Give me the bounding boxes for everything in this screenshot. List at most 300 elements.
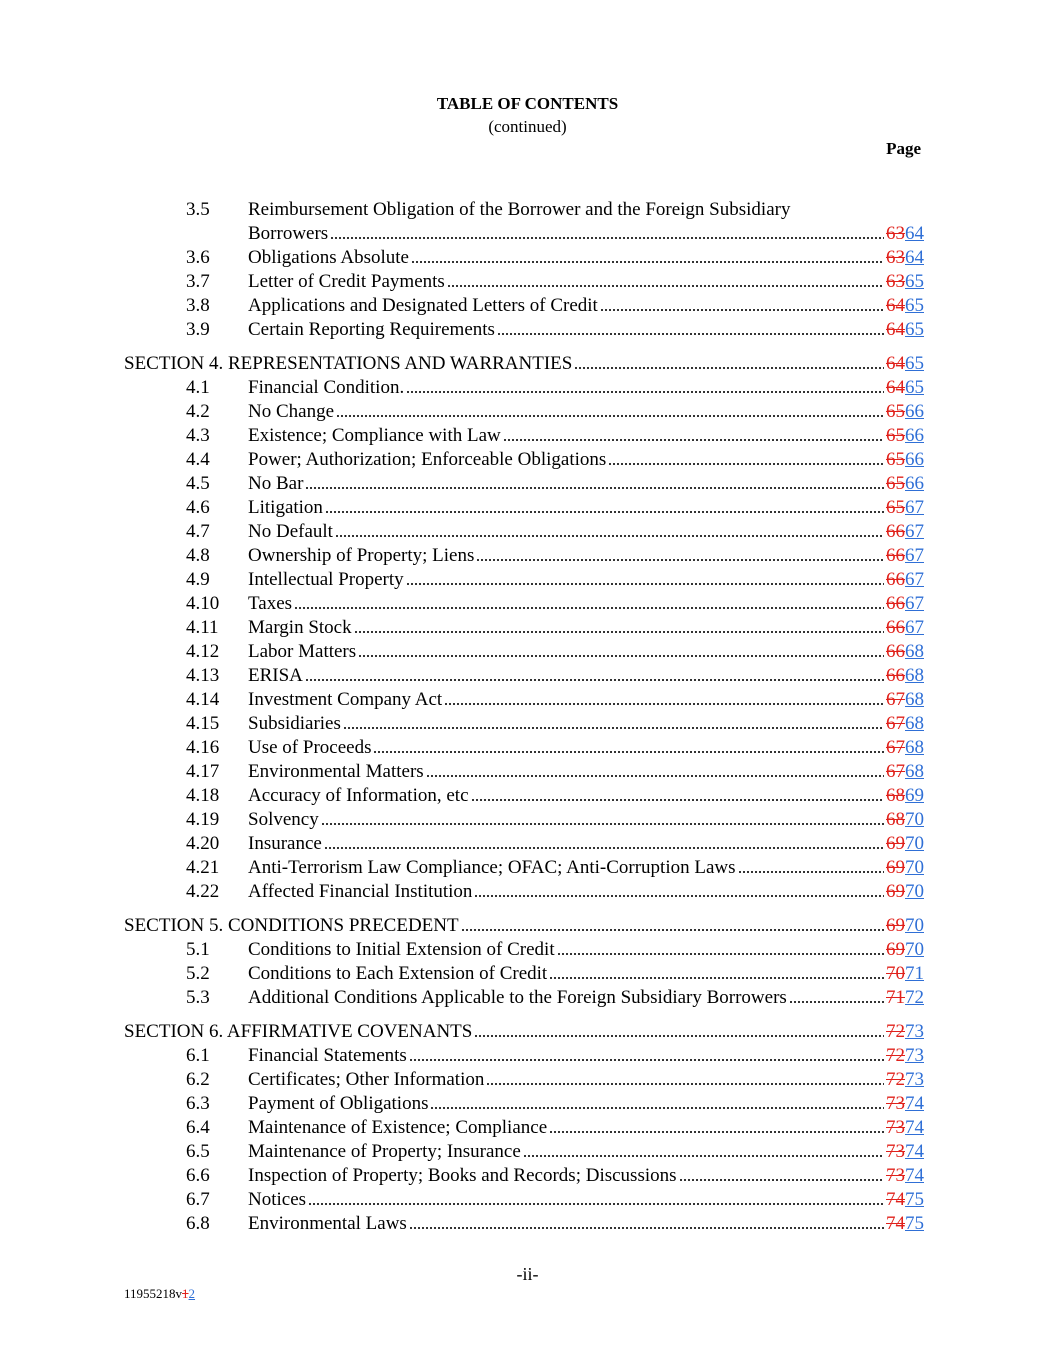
toc-entry-title: Labor Matters — [248, 641, 357, 662]
toc-entry-title: No Change — [248, 401, 335, 422]
deleted-page-number: 63 — [886, 247, 905, 268]
toc-entry-number: 6.6 — [186, 1165, 210, 1186]
toc-entry-line — [248, 472, 924, 496]
toc-entry-line — [124, 1020, 924, 1044]
toc-entry[interactable] — [0, 592, 1055, 616]
toc-entry-title: No Bar — [248, 473, 304, 494]
document-id-new-version[interactable]: 2 — [188, 1286, 196, 1301]
toc-entry-title: Certificates; Other Information — [248, 1069, 485, 1090]
inserted-page-number-link[interactable]: 66 — [905, 473, 924, 494]
toc-page-ref — [886, 664, 924, 688]
dot-leader — [308, 1201, 884, 1207]
toc-page-ref — [886, 472, 924, 496]
inserted-page-number-link[interactable]: 70 — [905, 881, 924, 902]
toc-entry-line — [248, 760, 924, 784]
toc-entry-line — [248, 1164, 924, 1188]
toc-entry-line — [248, 808, 924, 832]
toc-entry-title: Use of Proceeds — [248, 737, 372, 758]
toc-entry[interactable] — [0, 222, 1055, 246]
toc-section-heading[interactable] — [0, 352, 1055, 376]
toc-entry[interactable] — [0, 856, 1055, 880]
toc-page-ref — [886, 938, 924, 962]
toc-entry-number: 6.8 — [186, 1213, 210, 1234]
toc-entry-line — [124, 352, 924, 376]
toc-entry-title: Conditions to Each Extension of Credit — [248, 963, 548, 984]
toc-entry-line — [248, 270, 924, 294]
dot-leader — [373, 749, 884, 755]
deleted-page-number: 65 — [886, 497, 905, 518]
toc-entry-title: Applications and Designated Letters of Credit — [248, 295, 598, 316]
toc-entry-line — [248, 664, 924, 688]
deleted-page-number: 69 — [886, 915, 905, 936]
toc-page-ref — [886, 808, 924, 832]
toc-continued-label: (continued) — [488, 117, 567, 136]
toc-page-ref — [886, 1188, 924, 1212]
inserted-page-number-link[interactable]: 65 — [905, 353, 924, 374]
inserted-page-number-link[interactable]: 67 — [905, 521, 924, 542]
toc-page-ref — [886, 688, 924, 712]
deleted-page-number: 66 — [886, 617, 905, 638]
inserted-page-number-link[interactable]: 68 — [905, 689, 924, 710]
page-column-header: Page — [886, 139, 921, 158]
toc-entry-title: Obligations Absolute — [248, 247, 409, 268]
toc-entry[interactable] — [0, 1044, 1055, 1068]
dot-leader — [426, 773, 884, 779]
toc-page-ref — [886, 318, 924, 342]
toc-entry[interactable] — [0, 962, 1055, 986]
toc-entry-number: 4.20 — [186, 833, 220, 854]
toc-page-ref — [886, 640, 924, 664]
toc-page-ref — [886, 294, 924, 318]
toc-entry-title: Accuracy of Information, etc — [248, 785, 469, 806]
dot-leader — [358, 653, 884, 659]
toc-entry-number: 4.13 — [186, 665, 220, 686]
inserted-page-number-link[interactable]: 68 — [905, 665, 924, 686]
inserted-page-number-link[interactable]: 70 — [905, 857, 924, 878]
deleted-page-number: 66 — [886, 641, 905, 662]
toc-entry-number: 6.2 — [186, 1069, 210, 1090]
toc-entry-line — [248, 986, 924, 1010]
toc-entry-title: Financial Statements — [248, 1045, 407, 1066]
dot-leader — [330, 235, 884, 241]
toc-entry-line — [248, 616, 924, 640]
deleted-page-number: 68 — [886, 809, 905, 830]
dot-leader — [574, 365, 884, 371]
inserted-page-number-link[interactable]: 75 — [905, 1189, 924, 1210]
toc-entry[interactable] — [0, 1092, 1055, 1116]
toc-page-ref — [886, 712, 924, 736]
toc-entry-number: 4.22 — [186, 881, 220, 902]
toc-entry-title-line1: Reimbursement Obligation of the Borrower and the Foreign Subsidiary — [248, 199, 791, 220]
toc-entry-line — [248, 376, 924, 400]
toc-entry-line — [248, 1092, 924, 1116]
toc-entry[interactable] — [0, 880, 1055, 904]
inserted-page-number-link[interactable]: 66 — [905, 449, 924, 470]
toc-entry-title: Payment of Obligations — [248, 1093, 429, 1114]
toc-page-ref — [886, 962, 924, 986]
dot-leader — [608, 461, 884, 467]
toc-entry-title: Ownership of Property; Liens — [248, 545, 475, 566]
deleted-page-number: 68 — [886, 785, 905, 806]
toc-entry-title: Certain Reporting Requirements — [248, 319, 495, 340]
toc-entry-number: 4.15 — [186, 713, 220, 734]
toc-page-ref — [886, 270, 924, 294]
deleted-page-number: 73 — [886, 1141, 905, 1162]
toc-entry-number: 3.7 — [186, 271, 210, 292]
dot-leader — [557, 951, 884, 957]
deleted-page-number: 72 — [886, 1045, 905, 1066]
toc-entry-number: 4.2 — [186, 401, 210, 422]
toc-entry[interactable] — [0, 1212, 1055, 1236]
inserted-page-number-link[interactable]: 74 — [905, 1141, 924, 1162]
deleted-page-number: 65 — [886, 425, 905, 446]
toc-entry[interactable] — [0, 1140, 1055, 1164]
inserted-page-number-link[interactable]: 65 — [905, 377, 924, 398]
toc-entry-line — [248, 962, 924, 986]
toc-entry-number: 6.4 — [186, 1117, 210, 1138]
inserted-page-number-link[interactable]: 70 — [905, 833, 924, 854]
inserted-page-number-link[interactable]: 67 — [905, 593, 924, 614]
toc-entry-line — [248, 784, 924, 808]
toc-entry-title: Environmental Matters — [248, 761, 424, 782]
deleted-page-number: 67 — [886, 689, 905, 710]
dot-leader — [444, 701, 884, 707]
deleted-page-number: 64 — [886, 295, 905, 316]
toc-entry-line — [248, 246, 924, 270]
dot-leader — [474, 1033, 884, 1039]
deleted-page-number: 69 — [886, 939, 905, 960]
dot-leader — [430, 1105, 884, 1111]
toc-entry-title: Margin Stock — [248, 617, 352, 638]
toc-entry[interactable] — [0, 986, 1055, 1010]
toc-entry-number: 4.21 — [186, 857, 220, 878]
dot-leader — [343, 725, 884, 731]
inserted-page-number-link[interactable]: 68 — [905, 737, 924, 758]
toc-entry-line — [248, 400, 924, 424]
deleted-page-number: 74 — [886, 1189, 905, 1210]
toc-entry-number: 5.1 — [186, 939, 210, 960]
toc-entry-number: 4.7 — [186, 521, 210, 542]
toc-page-ref — [886, 760, 924, 784]
deleted-page-number: 67 — [886, 761, 905, 782]
toc-entry-number: 5.2 — [186, 963, 210, 984]
toc-entry-line — [248, 1044, 924, 1068]
dot-leader — [305, 677, 884, 683]
inserted-page-number-link[interactable]: 65 — [905, 319, 924, 340]
toc-entry-number: 6.7 — [186, 1189, 210, 1210]
toc-page-ref — [886, 568, 924, 592]
inserted-page-number-link[interactable]: 67 — [905, 569, 924, 590]
toc-entry-line — [248, 318, 924, 342]
toc-entry-line — [248, 1068, 924, 1092]
toc-entry-number: 4.3 — [186, 425, 210, 446]
inserted-page-number-link[interactable]: 73 — [905, 1045, 924, 1066]
toc-page-ref — [886, 784, 924, 808]
toc-entry-number: 4.10 — [186, 593, 220, 614]
toc-entry-line — [248, 520, 924, 544]
toc-entry[interactable] — [0, 424, 1055, 448]
toc-page-ref — [886, 424, 924, 448]
dot-leader — [461, 927, 884, 933]
toc-page-ref — [886, 1068, 924, 1092]
toc-entry-line — [248, 938, 924, 962]
toc-entry-title: Environmental Laws — [248, 1213, 407, 1234]
deleted-page-number: 69 — [886, 881, 905, 902]
toc-entry-title: Intellectual Property — [248, 569, 404, 590]
toc-entry[interactable] — [0, 1068, 1055, 1092]
toc-entry[interactable] — [0, 400, 1055, 424]
toc-entry-number: 3.9 — [186, 319, 210, 340]
toc-page-ref — [886, 1044, 924, 1068]
deleted-page-number: 70 — [886, 963, 905, 984]
toc-entry-number: 4.11 — [186, 617, 219, 638]
toc-entry[interactable] — [0, 448, 1055, 472]
toc-entry-title: Maintenance of Existence; Compliance — [248, 1117, 548, 1138]
toc-entry-line — [248, 1140, 924, 1164]
toc-entry-number: 4.1 — [186, 377, 210, 398]
toc-page-ref — [886, 914, 924, 938]
toc-page-ref — [886, 1020, 924, 1044]
toc-page-ref — [886, 520, 924, 544]
toc-page-ref — [886, 1212, 924, 1236]
toc-entry-line — [248, 294, 924, 318]
toc-entry[interactable] — [0, 1188, 1055, 1212]
toc-entry[interactable] — [0, 294, 1055, 318]
toc-entry-line — [248, 448, 924, 472]
toc-entry-line — [248, 568, 924, 592]
toc-entry-title: Additional Conditions Applicable to the Foreign Subsidiary Borrowers — [248, 987, 787, 1008]
inserted-page-number-link[interactable]: 65 — [905, 271, 924, 292]
deleted-page-number: 65 — [886, 401, 905, 422]
toc-entry-line — [248, 856, 924, 880]
deleted-page-number: 72 — [886, 1069, 905, 1090]
dot-leader — [476, 557, 884, 563]
toc-page-ref — [886, 1092, 924, 1116]
toc-entry-title: Subsidiaries — [248, 713, 341, 734]
document-id-prefix: 11955218v — [124, 1286, 183, 1301]
toc-entry-line — [248, 832, 924, 856]
toc-entry-title: Investment Company Act — [248, 689, 443, 710]
toc-page-ref — [886, 376, 924, 400]
deleted-page-number: 64 — [886, 353, 905, 374]
toc-entry-number: 4.5 — [186, 473, 210, 494]
toc-entry-line — [248, 1188, 924, 1212]
toc-entry-line — [248, 640, 924, 664]
inserted-page-number-link[interactable]: 66 — [905, 401, 924, 422]
inserted-page-number-link[interactable]: 74 — [905, 1093, 924, 1114]
toc-entry-number: 4.9 — [186, 569, 210, 590]
toc-entry-title: SECTION 6. AFFIRMATIVE COVENANTS — [124, 1021, 473, 1042]
deleted-page-number: 63 — [886, 271, 905, 292]
toc-entry-number: 4.6 — [186, 497, 210, 518]
toc-entry-title: Notices — [248, 1189, 307, 1210]
toc-page-ref — [886, 544, 924, 568]
inserted-page-number-link[interactable]: 67 — [905, 617, 924, 638]
dot-leader — [409, 1225, 884, 1231]
toc-entry-wrap-line — [0, 198, 1055, 222]
dot-leader — [294, 605, 884, 611]
toc-entry-line — [248, 688, 924, 712]
toc-entry[interactable] — [0, 318, 1055, 342]
deleted-page-number: 66 — [886, 569, 905, 590]
inserted-page-number-link[interactable]: 68 — [905, 641, 924, 662]
inserted-page-number-link[interactable]: 73 — [905, 1069, 924, 1090]
toc-entry-title: No Default — [248, 521, 333, 542]
inserted-page-number-link[interactable]: 72 — [905, 987, 924, 1008]
toc-page-ref — [886, 736, 924, 760]
toc-entry[interactable] — [0, 568, 1055, 592]
toc-entry-line — [248, 736, 924, 760]
deleted-page-number: 64 — [886, 377, 905, 398]
deleted-page-number: 71 — [886, 987, 905, 1008]
dot-leader — [474, 893, 884, 899]
toc-section-heading[interactable] — [0, 914, 1055, 938]
toc-page-ref — [886, 832, 924, 856]
inserted-page-number-link[interactable]: 68 — [905, 713, 924, 734]
inserted-page-number-link[interactable]: 75 — [905, 1213, 924, 1234]
dot-leader — [549, 1129, 884, 1135]
toc-entry[interactable] — [0, 664, 1055, 688]
inserted-page-number-link[interactable]: 67 — [905, 497, 924, 518]
toc-entry-number: 4.12 — [186, 641, 220, 662]
inserted-page-number-link[interactable]: 64 — [905, 223, 924, 244]
dot-leader — [305, 485, 884, 491]
toc-entry[interactable] — [0, 808, 1055, 832]
toc-entry-title: SECTION 5. CONDITIONS PRECEDENT — [124, 915, 459, 936]
deleted-page-number: 67 — [886, 713, 905, 734]
inserted-page-number-link[interactable]: 66 — [905, 425, 924, 446]
toc-page-ref — [886, 246, 924, 270]
dot-leader — [354, 629, 884, 635]
deleted-page-number: 67 — [886, 737, 905, 758]
deleted-page-number: 66 — [886, 665, 905, 686]
toc-page-ref — [886, 880, 924, 904]
toc-entry[interactable] — [0, 544, 1055, 568]
inserted-page-number-link[interactable]: 74 — [905, 1117, 924, 1138]
dot-leader — [406, 581, 884, 587]
toc-entry[interactable] — [0, 688, 1055, 712]
toc-entry-line — [124, 914, 924, 938]
toc-entry[interactable] — [0, 832, 1055, 856]
deleted-page-number: 64 — [886, 319, 905, 340]
dot-leader — [497, 331, 884, 337]
toc-section-heading[interactable] — [0, 1020, 1055, 1044]
toc-entry-title: Letter of Credit Payments — [248, 271, 445, 292]
toc-entry[interactable] — [0, 938, 1055, 962]
toc-entry-title: ERISA — [248, 665, 303, 686]
toc-entry-number: 4.14 — [186, 689, 220, 710]
toc-entry-number: 5.3 — [186, 987, 210, 1008]
toc-entry[interactable] — [0, 270, 1055, 294]
dot-leader — [738, 869, 885, 875]
toc-entry-number: 6.3 — [186, 1093, 210, 1114]
dot-leader — [321, 821, 884, 827]
inserted-page-number-link[interactable]: 70 — [905, 915, 924, 936]
toc-entry-number: 4.4 — [186, 449, 210, 470]
inserted-page-number-link[interactable]: 71 — [905, 963, 924, 984]
toc-entry[interactable] — [0, 496, 1055, 520]
toc-page-ref — [886, 1116, 924, 1140]
deleted-page-number: 72 — [886, 1021, 905, 1042]
toc-entry-number: 3.5 — [186, 199, 210, 220]
inserted-page-number-link[interactable]: 65 — [905, 295, 924, 316]
toc-title: TABLE OF CONTENTS — [436, 94, 619, 113]
document-id — [124, 1286, 195, 1302]
toc-entry-title: Inspection of Property; Books and Records; Discussions — [248, 1165, 677, 1186]
deleted-page-number: 63 — [886, 223, 905, 244]
inserted-page-number-link[interactable]: 70 — [905, 809, 924, 830]
toc-entry-title: Conditions to Initial Extension of Credit — [248, 939, 555, 960]
toc-page-ref — [886, 856, 924, 880]
deleted-page-number: 73 — [886, 1093, 905, 1114]
toc-entry-title: Solvency — [248, 809, 319, 830]
toc-entry-title: Maintenance of Property; Insurance — [248, 1141, 521, 1162]
toc-entry-line — [248, 712, 924, 736]
dot-leader — [486, 1081, 884, 1087]
toc-page-ref — [886, 616, 924, 640]
toc-entry[interactable] — [0, 1116, 1055, 1140]
toc-entry[interactable] — [0, 616, 1055, 640]
toc-entry-number: 4.8 — [186, 545, 210, 566]
dot-leader — [523, 1153, 884, 1159]
toc-page-ref — [886, 448, 924, 472]
inserted-page-number-link[interactable]: 67 — [905, 545, 924, 566]
deleted-page-number: 66 — [886, 593, 905, 614]
dot-leader — [411, 259, 884, 265]
dot-leader — [409, 1057, 884, 1063]
toc-entry-line — [248, 496, 924, 520]
inserted-page-number-link[interactable]: 74 — [905, 1165, 924, 1186]
toc-entry[interactable] — [0, 640, 1055, 664]
dot-leader — [325, 509, 884, 515]
toc-entry-title: Taxes — [248, 593, 293, 614]
toc-entry[interactable] — [0, 472, 1055, 496]
toc-entry[interactable] — [0, 784, 1055, 808]
dot-leader — [600, 307, 884, 313]
toc-entry-title: Litigation — [248, 497, 323, 518]
toc-entry-line — [248, 1212, 924, 1236]
dot-leader — [789, 999, 884, 1005]
toc-entry[interactable] — [0, 736, 1055, 760]
deleted-page-number: 69 — [886, 833, 905, 854]
dot-leader — [503, 437, 884, 443]
toc-entry-title: Borrowers — [248, 223, 329, 244]
dot-leader — [447, 283, 884, 289]
deleted-page-number: 65 — [886, 449, 905, 470]
deleted-page-number: 73 — [886, 1117, 905, 1138]
toc-page-ref — [886, 986, 924, 1010]
inserted-page-number-link[interactable]: 64 — [905, 247, 924, 268]
toc-entry[interactable] — [0, 520, 1055, 544]
deleted-page-number: 66 — [886, 545, 905, 566]
inserted-page-number-link[interactable]: 69 — [905, 785, 924, 806]
toc-page-ref — [886, 1164, 924, 1188]
inserted-page-number-link[interactable]: 73 — [905, 1021, 924, 1042]
toc-entry-line — [248, 424, 924, 448]
inserted-page-number-link[interactable]: 68 — [905, 761, 924, 782]
toc-entry[interactable] — [0, 760, 1055, 784]
toc-entry-number: 4.18 — [186, 785, 220, 806]
toc-entry-number: 4.16 — [186, 737, 220, 758]
dot-leader — [406, 389, 884, 395]
toc-entry-line — [248, 544, 924, 568]
toc-entry[interactable] — [0, 246, 1055, 270]
toc-entry[interactable] — [0, 712, 1055, 736]
toc-entry[interactable] — [0, 376, 1055, 400]
toc-entry[interactable] — [0, 1164, 1055, 1188]
inserted-page-number-link[interactable]: 70 — [905, 939, 924, 960]
toc-entry-number: 4.19 — [186, 809, 220, 830]
